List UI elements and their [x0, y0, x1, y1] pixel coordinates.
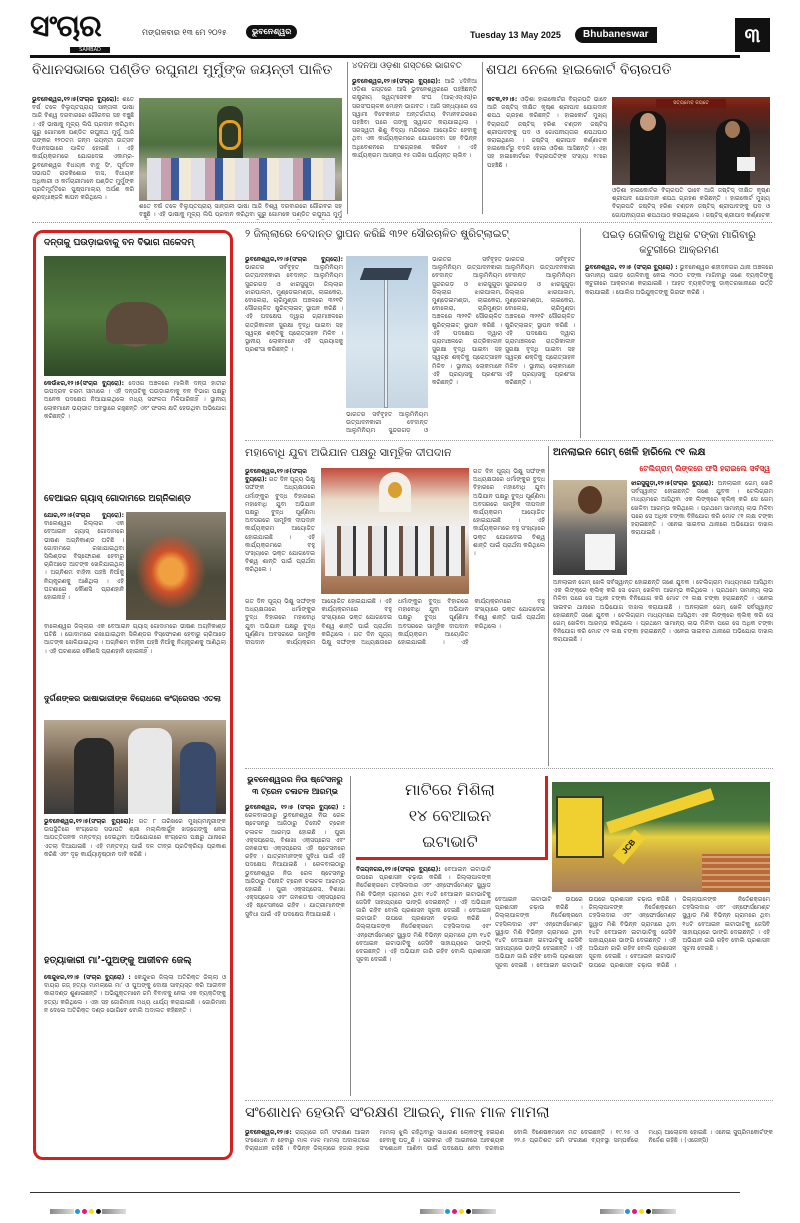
story-train-body: ଭୁବନେଶ୍ୱର, ୧୨।୫ (ସଂଚାର ବ୍ୟୁରୋ) : ରେଳବାଇଠାରୁ ଭୁବନେଶ୍ୱର ନିଉ ରେଳ ଷ୍ଟେସନରୁ ଆଜିଠାରୁ ତିନୋଟି ଟ୍ରେନ ଚଳାଚଳ ଆରମ୍ଭ ହୋଇଛି । ପୁରୀ ଏକ୍ସପ୍ରେସ, ବିଶାଖା ଏକ୍ସପ୍ରେସ ଏବଂ ଜନଶତାବ୍ଦୀ ଏକ୍ସପ୍ରେସ ଏହି ଷ୍ଟେସନରେ ରହିବ । ଯାତ୍ରୀମାନଙ୍କ ସୁବିଧା ପାଇଁ ଏହି ପଦକ୍ଷେପ ନିଆଯାଇଛି । ରେଳବାଇଠାରୁ ଭୁବନେଶ୍ୱର ନିଉ ରେଳ ଷ୍ଟେସନରୁ ଆଜିଠାରୁ ତିନୋଟି ଟ୍ରେନ ଚଳାଚଳ ଆରମ୍ଭ ହୋଇଛି । ପୁରୀ ଏକ୍ସପ୍ରେସ, ବିଶାଖା ଏକ୍ସପ୍ରେସ ଏବଂ ଜନଶତାବ୍ଦୀ ଏକ୍ସପ୍ରେସ ଏହି ଷ୍ଟେସନରେ ରହିବ । ଯାତ୍ରୀମାନଙ୍କ ସୁବିଧା ପାଇଁ ଏହି ପଦକ୍ଷେପ ନିଆଯାଇଛି ।: [245, 804, 345, 918]
headline-solar: ୨ ଜିଲ୍ଲାରେ ବେଦାନ୍ତ ସ୍ଥାପନ କରିଛି ୩୨୧ ସୌରଚାଳିତ ଷ୍ଟ୍ରିଟ୍‌ଲାଇଟ୍: [245, 228, 509, 240]
story-solar-col3: ଭାରତର ସର୍ବବୃହତ ଆଲୁମିନିୟମ ଉତ୍ପାଦନକାରୀ ବେଦାନ୍ତ ଆଲୁମିନିୟମ ସୁନ୍ଦରଗଡ଼ ଓ ଝାରସୁଗୁଡ଼ା ଜିଲ୍ଲାର ଝାରପାଲମ, ମୁଣ୍ଡେଇମଣ୍ଡା, ଲାଇକେରା, ବୋଲେରା, ଚାରିମୁଣ୍ଡା ଅଞ୍ଚଳରେ ୩୨୧ଟି ସୌରଚାଳିତ ଷ୍ଟ୍ରିଟ୍‌ଲାଇଟ୍ ସ୍ଥାପନ କରିଛି । ଏହି ପଦକ୍ଷେପ ଦ୍ୱାରା ଗ୍ରାମାଞ୍ଚଳରେ ରାତ୍ରିକାଳୀନ ସୁରକ୍ଷା ବୃଦ୍ଧି ପାଇବା ସହ ସ୍ୱଚ୍ଛ ଶକ୍ତିକୁ ପ୍ରୋତ୍ସାହନ ମିଳିବ । ସ୍ଥାନୀୟ ଲୋକମାନେ ଏହି ପ୍ରୟାସକୁ ପ୍ରଶଂସା କରିଛନ୍ତି ।: [432, 256, 502, 387]
magenta-dot: [452, 1209, 457, 1214]
story-gas-fire-cont: ବାଲେଶ୍ୱର ଜିଲ୍ଲାର ଏକ ବେଆଇନ ଗ୍ୟାସ୍ ଗୋଦାମରେ ଭୀଷଣ ଅଗ୍ନିକାଣ୍ଡ ଘଟିଛି । ଗୋଦାମରେ ରଖାଯାଇଥିବା ସିଲିଣ୍ଡର ବିସ୍ଫୋରଣ ହେବାରୁ ଚାରିଆଡ଼େ ଆତଙ୍କ ଖେଳିଯାଇଥିଲା । ଅଗ୍ନିଶମ ବାହିନୀ ପହଞ୍ଚି ନିଆଁକୁ ନିୟନ୍ତ୍ରଣକୁ ଆଣିଥିଲା । ଏହି ଘଟଣାରେ କୌଣସି ପ୍ରାଣହାନି ହୋଇନାହିଁ ।: [44, 623, 226, 655]
story-solar-col4: ଭାରତର ସର୍ବବୃହତ ଆଲୁମିନିୟମ ଉତ୍ପାଦନକାରୀ ବେଦାନ୍ତ ଆଲୁମିନିୟମ ସୁନ୍ଦରଗଡ଼ ଓ ଝାରସୁଗୁଡ଼ା ଜିଲ୍ଲାର ଝାରପାଲମ, ମୁଣ୍ଡେଇମଣ୍ଡା, ଲାଇକେରା, ବୋଲେରା, ଚାରିମୁଣ୍ଡା ଅଞ୍ଚଳରେ ୩୨୧ଟି ସୌରଚାଳିତ ଷ୍ଟ୍ରିଟ୍‌ଲାଇଟ୍ ସ୍ଥାପନ କରିଛି । ଏହି ପଦକ୍ଷେପ ଦ୍ୱାରା ଗ୍ରାମାଞ୍ଚଳରେ ରାତ୍ରିକାଳୀନ ସୁରକ୍ଷା ବୃଦ୍ଧି ପାଇବା ସହ ସ୍ୱଚ୍ଛ ଶକ୍ତିକୁ ପ୍ରୋତ୍ସାହନ ମିଳିବ । ସ୍ଥାନୀୟ ଲୋକମାନେ ଏହି ପ୍ରୟାସକୁ ପ୍ରଶଂସା କରିଛନ୍ତି ।: [505, 256, 575, 387]
dateline: ଭୁବନେଶ୍ୱର,୧୨।୫(ସଂଚାର ବ୍ୟୁରୋ):: [32, 96, 120, 103]
solar-panel-shape: [360, 268, 412, 280]
headline-hc-oath: ଶପଥ ନେଲେ ହାଇକୋର୍ଟ ବିଚାରପତି: [486, 62, 672, 78]
section-divider: [32, 222, 772, 223]
oath-paper: [737, 157, 755, 171]
jcb-logo: JCB: [613, 829, 646, 864]
photo-elephant: [44, 256, 226, 376]
section-divider: [245, 440, 773, 441]
story-online-game-body: ଝାରସୁଗୁଡ଼ା,୧୨।୫(ସଂଚାର ବ୍ୟୁରୋ): ଅନଲାଇନ ଗେମ୍ ଖେଳି ସର୍ବସ୍ୱାନ୍ତ ହୋଇଛନ୍ତି ଜଣେ ଯୁବକ । ଟେଲିଗ୍ରାମ ମାଧ୍ୟମରେ ଆସିଥିବା ଏକ ଲିଙ୍କ୍‌ରେ କ୍ଲିକ୍ କରି ସେ ଗେମ୍ ଖେଳିବା ଆରମ୍ଭ କରିଥିଲେ । ପ୍ରଥମେ ସାମାନ୍ୟ ଲାଭ ମିଳିବା ପରେ ସେ ଅଧିକ ଟଙ୍କା ବିନିଯୋଗ କରି ମୋଟ ୯୧ ଲକ୍ଷ ଟଙ୍କା ହରାଇଛନ୍ତି । ଏନେଇ ସାଇବର ଥାନାରେ ଅଭିଯୋଗ ଦାଖଲ କରାଯାଇଛି ।: [631, 480, 773, 537]
story-brickkiln-body: ବିଜୟନଗର,୧୨।୫(ସଂଚାର ବ୍ୟୁରୋ): ବେଆଇନ ଇଟାଭାଟି ଉପରେ ପ୍ରଶାସନ ଚଢ଼ାଉ କରିଛି । ଜିଲ୍ଲାପାଳଙ୍କ ନିର୍ଦ୍ଦେଶକ୍ରମେ ତହସିଲଦାର ଏବଂ ଏନ୍‌ଫୋର୍ସମେଣ୍ଟ ସ୍କ୍ୱାଡ ମିଶି ବିଭିନ୍ନ ଗ୍ରାମରେ ଥିବା ୧୪ଟି ବେଆଇନ ଇଟାଭାଟିକୁ ଜେସିବି ସାହାଯ୍ୟରେ ଭାଙ୍ଗି ଦେଇଛନ୍ତି । ଏହି ଅଭିଯାନ ଜାରି ରହିବ ବୋଲି ପ୍ରଶାସନ ସୂଚନା ଦେଇଛି । ବେଆଇନ ଇଟାଭାଟି ଉପରେ ପ୍ରଶାସନ ଚଢ଼ାଉ କରିଛି । ଜିଲ୍ଲାପାଳଙ୍କ ନିର୍ଦ୍ଦେଶକ୍ରମେ ତହସିଲଦାର ଏବଂ ଏନ୍‌ଫୋର୍ସମେଣ୍ଟ ସ୍କ୍ୱାଡ ମିଶି ବିଭିନ୍ନ ଗ୍ରାମରେ ଥିବା ୧୪ଟି ବେଆଇନ ଇଟାଭାଟିକୁ ଜେସିବି ସାହାଯ୍ୟରେ ଭାଙ୍ଗି ଦେଇଛନ୍ତି । ଏହି ଅଭିଯାନ ଜାରି ରହିବ ବୋଲି ପ୍ରଶାସନ ସୂଚନା ଦେଇଛି ।: [356, 866, 491, 964]
headline-murder: ହତ୍ୟାକାରୀ ମା’-ପୁଅଙ୍କୁ ଆଜୀବନ ଜେଲ୍: [44, 956, 192, 966]
date-odia: ମଙ୍ଗଳବାର ୧୩ ମେ ୨୦୨୫: [142, 28, 227, 37]
story-brickkiln-cont: ବେଆଇନ ଇଟାଭାଟି ଉପରେ ପ୍ରଶାସନ ଚଢ଼ାଉ କରିଛି । ଜିଲ୍ଲାପାଳଙ୍କ ନିର୍ଦ୍ଦେଶକ୍ରମେ ତହସିଲଦାର ଏବଂ ଏନ୍‌ଫୋର୍ସମେଣ୍ଟ ସ୍କ୍ୱାଡ ମିଶି ବିଭିନ୍ନ ଗ୍ରାମରେ ଥିବା ୧୪ଟି ବେଆଇନ ଇଟାଭାଟିକୁ ଜେସିବି ସାହାଯ୍ୟରେ ଭାଙ୍ଗି ଦେଇଛନ୍ତି । ଏହି ଅଭିଯାନ ଜାରି ରହିବ ବୋଲି ପ୍ରଶାସନ ସୂଚନା ଦେଇଛି । ବେଆଇନ ଇଟାଭାଟି ଉପରେ ପ୍ରଶାସନ ଚଢ଼ାଉ କରିଛି । ଜିଲ୍ଲାପାଳଙ୍କ ନିର୍ଦ୍ଦେଶକ୍ରମେ ତହସିଲଦାର ଏବଂ ଏନ୍‌ଫୋର୍ସମେଣ୍ଟ ସ୍କ୍ୱାଡ ମିଶି ବିଭିନ୍ନ ଗ୍ରାମରେ ଥିବା ୧୪ଟି ବେଆଇନ ଇଟାଭାଟିକୁ ଜେସିବି ସାହାଯ୍ୟରେ ଭାଙ୍ଗି ଦେଇଛନ୍ତି । ଏହି ଅଭିଯାନ ଜାରି ରହିବ ବୋଲି ପ୍ରଶାସନ ସୂଚନା ଦେଇଛି । ବେଆଇନ ଇଟାଭାଟି ଉପରେ ପ୍ରଶାସନ ଚଢ଼ାଉ କରିଛି । ଜିଲ୍ଲାପାଳଙ୍କ ନିର୍ଦ୍ଦେଶକ୍ରମେ ତହସିଲଦାର ଏବଂ ଏନ୍‌ଫୋର୍ସମେଣ୍ଟ ସ୍କ୍ୱାଡ ମିଶି ବିଭିନ୍ନ ଗ୍ରାମରେ ଥିବା ୧୪ଟି ବେଆଇନ ଇଟାଭାଟିକୁ ଜେସିବି ସାହାଯ୍ୟରେ ଭାଙ୍ଗି ଦେଇଛନ୍ତି । ଏହି ଅଭିଯାନ ଜାରି ରହିବ ବୋଲି ପ୍ରଶାସନ ସୂଚନା ଦେଇଛି ।: [495, 896, 770, 969]
photo-solar-streetlight: [346, 256, 428, 408]
story-text: ଶତେ ବର୍ଷ ତଳେ ବିଲୁପ୍ତପ୍ରାୟ ସାନ୍ତାଳୀ ଭାଷା ଆଜି ବିଶ୍ୱ ଦରବାରରେ ଗୌରବର ସହ ବଞ୍ଚୁଛି । ଏହି ଭାଷାକୁ ମୂଳ୍ୟ ଲିପି ପ୍ରଦାନ କରିଥିବା ଗୁରୁ ଗୋମକେ ପଣ୍ଡିତ ରଘୁନାଥ ମୁର୍ମୁ ଆଜି ତାଙ୍କର ୧୨୦ତମ ଜନ୍ମ ଜୟନ୍ତୀ ଉତ୍ସବ ବିଧାନସଭାରେ ପାଳିତ ହୋଇଛି । ଏହି କାର୍ଯ୍ୟକ୍ରମରେ ଯୋଗଦେଇ ଏକାମ୍ର-ଭୁବନେଶ୍ୱର ବିଧାୟକ ବାବୁ ସିଂ, ପୂର୍ବତନ ସଭାପତି ରାଜକିଶୋର ଦାସ, ବିଧାୟକ ଅଧିକାରୀ ଓ କର୍ମଚାରୀମାନେ ପଣ୍ଡିତ ମୁର୍ମୁଙ୍କ ପ୍ରତିମୂର୍ତ୍ତିରେ ପୁଷ୍ପମାଲ୍ୟ ଅର୍ପଣ କରି ଶ୍ରଦ୍ଧାଞ୍ଜଳି ଜ୍ଞାପନ କରିଥିଲେ ।: [32, 96, 134, 202]
edition-badge-odia: ଭୁବନେଶ୍ୱର: [246, 25, 297, 39]
color-registration-bar: [50, 1201, 126, 1207]
yellow-dot: [89, 1209, 94, 1214]
yellow-dot: [639, 1209, 644, 1214]
emblem-banner: ସତ୍ୟମେବ ଜୟତେ: [656, 99, 726, 108]
black-dot: [646, 1209, 651, 1214]
photo-jcb-demolition: [552, 782, 770, 892]
photo-temple-gathering: [321, 468, 469, 594]
story-gas-fire-body: ଯୋର,୧୨।୫(ସଂଚାର ବ୍ୟୁରୋ): ବାଲେଶ୍ୱର ଜିଲ୍ଲାର ଏକ ବେଆଇନ ଗ୍ୟାସ୍ ଗୋଦାମରେ ଭୀଷଣ ଅଗ୍ନିକାଣ୍ଡ ଘଟିଛି । ଗୋଦାମରେ ରଖାଯାଇଥିବା ସିଲିଣ୍ଡର ବିସ୍ଫୋରଣ ହେବାରୁ ଚାରିଆଡ଼େ ଆତଙ୍କ ଖେଳିଯାଇଥିଲା । ଅଗ୍ନିଶମ ବାହିନୀ ପହଞ୍ଚି ନିଆଁକୁ ନିୟନ୍ତ୍ରଣକୁ ଆଣିଥିଲା । ଏହି ଘଟଣାରେ କୌଣସି ପ୍ରାଣହାନି ହୋଇନାହିଁ ।: [44, 512, 124, 602]
headline-paddy: ପଇଡ଼ ତୋଳିବାକୁ ଅଧିକ ଟଙ୍କା ମାଗିବାରୁ କଟୁରୀରେ ଆକ୍ରମଣ: [602, 230, 756, 256]
yellow-dot: [459, 1209, 464, 1214]
color-registration-bar: [420, 1201, 496, 1207]
cyan-dot: [625, 1209, 630, 1214]
subheadline-online-game: ଟେଲିଗ୍ରାମ୍ ଲିଙ୍କରେ ଫସି ହରାଇଲେ ସର୍ବସ୍ୱ: [639, 465, 770, 473]
pole-shape: [384, 276, 388, 408]
story-raghunath-body: [32, 96, 134, 220]
story-congress-body: ଭୁବନେଶ୍ୱର,୧୨।୫(ସଂଚାର ବ୍ୟୁରୋ): ଗତ ୮ ତାରିଖରେ ମୁଖ୍ୟମନ୍ତ୍ରୀଙ୍କ ଉପସ୍ଥିତିରେ କଂଗ୍ରେସ ସଭାପତି ଶ୍ରୀ ମଲ୍ଲିକାର୍ଜୁନ ଖଡ୍ଗେଙ୍କୁ ନେଇ ଆପତ୍ତିଜନକ ମନ୍ତବ୍ୟ ଦେଇଥିବା ଅଭିଯୋଗରେ କଂଗ୍ରେସ ପକ୍ଷରୁ ଥାନାରେ ଏତଲା ଦିଆଯାଇଛି । ଏହି ମନ୍ତବ୍ୟ ପାଇଁ ଦଳ ତୀବ୍ର ପ୍ରତିକ୍ରିୟା ପ୍ରକାଶ କରିଛି ଏବଂ ଦୃଢ଼ କାର୍ଯ୍ୟାନୁଷ୍ଠାନ ଦାବି କରିଛି ।: [44, 818, 226, 858]
headline-mahabodhi: ମହାବୋଧି ଯୁବା ଅଭିଯାନ ପକ୍ଷରୁ ସାମୂହିକ ଦୀପଦାନ: [245, 447, 452, 459]
buddha-idol: [388, 482, 402, 498]
photo-statue-ceremony: [139, 98, 342, 201]
section-divider: [245, 768, 773, 769]
person-shape: [128, 728, 172, 814]
judge-face: [725, 121, 740, 138]
masthead: [30, 8, 770, 54]
column-rule: [347, 62, 348, 214]
cyan-dot: [445, 1209, 450, 1214]
photo-gas-fire: [126, 512, 226, 620]
black-dot: [96, 1209, 101, 1214]
column-rule: [482, 62, 483, 214]
judge-face: [640, 113, 656, 131]
document-held: [585, 534, 615, 570]
section-divider: [245, 1100, 773, 1101]
headline-elephant: ଦନ୍ତାକୁ ଘଉଡ଼ାଇବାକୁ ବନ ବିଭାଗ ନାକେଦମ୍: [44, 238, 195, 248]
story-paddy-body: ଭୁବନେଶ୍ୱର, ୧୨।୫ (ସଂଚାର ବ୍ୟୁରୋ) : ଭୁବନେଶ୍ୱର ଶହୀଦନଗର ଥାନା ଅଞ୍ଚଳରେ ସାମାନ୍ୟ ପଇଡ଼ ତୋଳିବାକୁ ନେଇ ୩୦୦ ଟଙ୍କା ମାଗିବାରୁ ଜଣେ ବ୍ୟକ୍ତିଙ୍କୁ କଟୁରୀରେ ଆକ୍ରମଣ କରାଯାଇଛି । ଆହତ ବ୍ୟକ୍ତିଙ୍କୁ ଡାକ୍ତରଖାନାରେ ଭର୍ତ୍ତି କରାଯାଇଛି । ପୋଲିସ ଅଭିଯୁକ୍ତଙ୍କୁ ଗିରଫ କରିଛି ।: [585, 264, 773, 296]
date-english: Tuesday 13 May 2025: [470, 30, 561, 40]
column-rule: [548, 446, 549, 766]
story-hc-oath-body: କଟକ,୧୨।୫: ଓଡ଼ିଶା ହାଇକୋର୍ଟର ବିଚାରପତି ଭାବେ ଆଜି ଜଷ୍ଟିସ୍ ଦୀକ୍ଷିତ କୃଷ୍ଣ ଶ୍ରୀପାଦ ଯୋଗଦାନ ଶପଥ ଗ୍ରହଣ କରିଛନ୍ତି । ହାଇକୋର୍ଟ ମୁଖ୍ୟ ବିଚାରପତି ଜଷ୍ଟିସ୍ ହରିଶ ଟଣ୍ଡନ ଜଷ୍ଟିସ୍ ଶ୍ରୀପାଦଙ୍କୁ ପଦ ଓ ଗୋପନୀୟତାର ଶପଥପାଠ କରାଇଥିଲେ । ଜଷ୍ଟିସ୍ ଶ୍ରୀପାଦ କର୍ଣ୍ଣାଟକ ହାଇକୋର୍ଟରୁ ବଦଳି ହୋଇ ଓଡ଼ିଶା ଆସିଛନ୍ତି । ଏହା ସହ ହାଇକୋର୍ଟରେ ବିଚାରପତିଙ୍କ ସଂଖ୍ୟା ୧୯ରେ ପହଞ୍ଚିଛି ।: [487, 96, 607, 169]
person-shape: [74, 738, 114, 814]
newspaper-logo: ସଂଚାର: [30, 9, 101, 44]
story-solar-caption: ଭାରତର ସର୍ବବୃହତ ଆଲୁମିନିୟମ ଉତ୍ପାଦନକାରୀ ବେଦାନ୍ତ ଆଲୁମିନିୟମ ସୁନ୍ଦରଗଡ଼ ଓ: [346, 411, 428, 435]
headline-congress: ଦୁର୍ଗଶଙ୍କର ଭାଷାଭାରୀଙ୍କ ବିରୋଧରେ କଂଗ୍ରେସର ଏତଲା: [44, 694, 221, 703]
black-dot: [466, 1209, 471, 1214]
headline-gas-fire: ବେଆଇନ ଗ୍ୟାସ୍ ଗୋଦାମରେ ଅଗ୍ନିକାଣ୍ଡ: [44, 494, 191, 504]
magenta-dot: [82, 1209, 87, 1214]
story-bhagabat-body: ଭୁବନେଶ୍ୱର,୧୨।୫(ସଂଚାର ବ୍ୟୁରୋ): ଆଜି ୪ଦିନିଆ ଓଡ଼ିଶା ଗସ୍ତରେ ଆସି ଭୁବନେଶ୍ୱରରେ ପହଞ୍ଚିଛନ୍ତି ରାଷ୍ଟ୍ରୀୟ ସ୍ୱୟଂସେବକ ସଂଘ (ଆର୍‌ଏସ୍‌ଏସ୍)ର ସରସଂଘଚାଳକ ମୋହନ ଭାଗବତ । ଆଜି ସନ୍ଧ୍ୟାରେ ସେ ସ୍ୱାମୀ ବିବେକାନନ୍ଦ ଅନ୍ତର୍ଜାତୀୟ ବିମାନବନ୍ଦରରେ ପହଞ୍ଚିବା ପରେ ତାଙ୍କୁ ସ୍ୱାଗତ କରାଯାଇଥିଲା । ସରସ୍ୱତୀ ଶିଶୁ ବିଦ୍ୟା ମନ୍ଦିରରେ ଆୟୋଜିତ ହେବାକୁ ଥିବା ଏକ କାର୍ଯ୍ୟକ୍ରମରେ ଯୋଗଦେବା ସହ ବିଭିନ୍ନ ଅଧିବେଶନରେ ଅଂଶଗ୍ରହଣ କରିବେ । ଏହି କାର୍ଯ୍ୟକ୍ରମ ଆସନ୍ତା ୧୫ ତାରିଖ ପର୍ଯ୍ୟନ୍ତ ଚାଲିବ ।: [352, 78, 477, 159]
story-amendment-body: ଭୁବନେଶ୍ୱର,୧୨।୫: ରାଜ୍ୟରେ ଜମି ସଂରକ୍ଷଣ ଆଇନ ସଂଶୋଧନ ନ ହେବାରୁ ମାଳ ମାଳ ମାମଲା ଅଦାଲତରେ ବିଚାରାଧୀନ ରହିଛି । ବିଭିନ୍ନ ଜିଲ୍ଲାରେ ହଜାର ହଜାର ମାମଲା ଝୁଲି ରହିଥିବାରୁ ସାଧାରଣ ଲୋକଙ୍କୁ ହଇରାଣ ହେବାକୁ ପଡ଼ୁଛି । ସରକାର ଏହି ଆଇନରେ ଆବଶ୍ୟକ ସଂଶୋଧନ ଆଣିବା ପାଇଁ ପଦକ୍ଷେପ ନେବା ଦରକାର ବୋଲି ବିଶେଷଜ୍ଞମାନେ ମତ ଦେଇଛନ୍ତି । ୧୯.୨୫ ଓ ୨୨.୫ ପ୍ରତିଶତ ଜମି ସଂରକ୍ଷଣ ବ୍ୟବସ୍ଥା ସମ୍ପର୍କରେ ମଧ୍ୟ ଆଲୋଚନା ହୋଇଛି । ଏନେଇ ସୁପ୍ରିମକୋର୍ଟଙ୍କ ନିର୍ଦ୍ଦେଶ ରହିଛି । (ଏଜେନ୍ସି): [245, 1129, 773, 1153]
column-rule: [580, 228, 581, 438]
face-shape: [578, 486, 602, 514]
logo-subtitle: SAMBAD: [70, 47, 110, 53]
story-elephant-body: କେଉଁଝର,୧୨।୫(ସଂଚାର ବ୍ୟୁରୋ): ଦେଓଗ ଅଞ୍ଚଳରେ ମାଲିକି ଦନ୍ତା ହାତୀର ଉପଦ୍ରବ ଚରମ ସୀମାରେ । ଏହି ଦନ୍ତାଟିକୁ ଘଉଡ଼ାଇବାକୁ ବନ ବିଭାଗ ପକ୍ଷରୁ ଅନେକ ପଦକ୍ଷେପ ନିଆଯାଇଥିଲେ ମଧ୍ୟ ସଫଳତା ମିଳିପାରିନାହିଁ । ସ୍ଥାନୀୟ ଲୋକମାନେ ଭୟଭୀତ ଅବସ୍ଥାରେ ରହୁଛନ୍ତି ଏବଂ ଫସଲ କ୍ଷତି ହେଉଥିବା ଅଭିଯୋଗ କରିଛନ୍ତି ।: [44, 380, 226, 420]
story-online-game-cont: ଅନଲାଇନ ଗେମ୍ ଖେଳି ସର୍ବସ୍ୱାନ୍ତ ହୋଇଛନ୍ତି ଜଣେ ଯୁବକ । ଟେଲିଗ୍ରାମ ମାଧ୍ୟମରେ ଆସିଥିବା ଏକ ଲିଙ୍କ୍‌ରେ କ୍ଲିକ୍ କରି ସେ ଗେମ୍ ଖେଳିବା ଆରମ୍ଭ କରିଥିଲେ । ପ୍ରଥମେ ସାମାନ୍ୟ ଲାଭ ମିଳିବା ପରେ ସେ ଅଧିକ ଟଙ୍କା ବିନିଯୋଗ କରି ମୋଟ ୯୧ ଲକ୍ଷ ଟଙ୍କା ହରାଇଛନ୍ତି । ଏନେଇ ସାଇବର ଥାନାରେ ଅଭିଯୋଗ ଦାଖଲ କରାଯାଇଛି । ଅନଲାଇନ ଗେମ୍ ଖେଳି ସର୍ବସ୍ୱାନ୍ତ ହୋଇଛନ୍ତି ଜଣେ ଯୁବକ । ଟେଲିଗ୍ରାମ ମାଧ୍ୟମରେ ଆସିଥିବା ଏକ ଲିଙ୍କ୍‌ରେ କ୍ଲିକ୍ କରି ସେ ଗେମ୍ ଖେଳିବା ଆରମ୍ଭ କରିଥିଲେ । ପ୍ରଥମେ ସାମାନ୍ୟ ଲାଭ ମିଳିବା ପରେ ସେ ଅଧିକ ଟଙ୍କା ବିନିଯୋଗ କରି ମୋଟ ୯୧ ଲକ୍ଷ ଟଙ୍କା ହରାଇଛନ୍ତି । ଏନେଇ ସାଇବର ଥାନାରେ ଅଭିଯୋଗ ଦାଖଲ କରାଯାଇଛି ।: [553, 579, 773, 644]
headline-brickkiln-line2: ୧୪ ବେଆଇନ: [408, 806, 492, 825]
cyan-dot: [75, 1209, 80, 1214]
story-mahabodhi-body: ଭୁବନେଶ୍ୱର,୧୨।୫(ସଂଚାର ବ୍ୟୁରୋ): ଗତ ଦିନ ପୂଜ୍ୟ ଭିକ୍ଷୁ ସଙ୍ଘଙ୍କ ଅଧ୍ୟକ୍ଷତାରେ ଧର୍ମାଙ୍କୁର ବୁଦ୍ଧ ବିହାରରେ ମହାବୋଧି ଯୁବା ଅଭିଯାନ ପକ୍ଷରୁ ବୁଦ୍ଧ ପୂର୍ଣ୍ଣିମା ଅବସରରେ ସାମୂହିକ ଦୀପଦାନ କାର୍ଯ୍ୟକ୍ରମ ଆୟୋଜିତ ହୋଇଯାଇଛି । ଏହି କାର୍ଯ୍ୟକ୍ରମରେ ବହୁ ସଂଖ୍ୟାରେ ଭକ୍ତ ଯୋଗଦେଇ ବିଶ୍ୱ ଶାନ୍ତି ପାଇଁ ପ୍ରାର୍ଥନା କରିଥିଲେ ।: [245, 468, 315, 574]
masthead-rule: [30, 55, 740, 58]
column-rule: [350, 776, 351, 1096]
story-raghunath-cont: ଶତେ ବର୍ଷ ତଳେ ବିଲୁପ୍ତପ୍ରାୟ ସାନ୍ତାଳୀ ଭାଷା ଆଜି ବିଶ୍ୱ ଦରବାରରେ ଗୌରବର ସହ ବଞ୍ଚୁଛି । ଏହି ଭାଷାକୁ ମୂଳ୍ୟ ଲିପି ପ୍ରଦାନ କରିଥିବା ଗୁରୁ ଗୋମକେ ପଣ୍ଡିତ ରଘୁନାଥ ମୁର୍ମୁ: [139, 203, 342, 219]
garland-shape: [219, 120, 241, 150]
story-mahabodhi-cont: ଗତ ଦିନ ପୂଜ୍ୟ ଭିକ୍ଷୁ ସଙ୍ଘଙ୍କ ଅଧ୍ୟକ୍ଷତାରେ ଧର୍ମାଙ୍କୁର ବୁଦ୍ଧ ବିହାରରେ ମହାବୋଧି ଯୁବା ଅଭିଯାନ ପକ୍ଷରୁ ବୁଦ୍ଧ ପୂର୍ଣ୍ଣିମା ଅବସରରେ ସାମୂହିକ ଦୀପଦାନ କାର୍ଯ୍ୟକ୍ରମ ଆୟୋଜିତ ହୋଇଯାଇଛି । ଏହି କାର୍ଯ୍ୟକ୍ରମରେ ବହୁ ସଂଖ୍ୟାରେ ଭକ୍ତ ଯୋଗଦେଇ ବିଶ୍ୱ ଶାନ୍ତି ପାଇଁ ପ୍ରାର୍ଥନା କରିଥିଲେ । ଗତ ଦିନ ପୂଜ୍ୟ ଭିକ୍ଷୁ ସଙ୍ଘଙ୍କ ଅଧ୍ୟକ୍ଷତାରେ ଧର୍ମାଙ୍କୁର ବୁଦ୍ଧ ବିହାରରେ ମହାବୋଧି ଯୁବା ଅଭିଯାନ ପକ୍ଷରୁ ବୁଦ୍ଧ ପୂର୍ଣ୍ଣିମା ଅବସରରେ ସାମୂହିକ ଦୀପଦାନ କାର୍ଯ୍ୟକ୍ରମ ଆୟୋଜିତ ହୋଇଯାଇଛି । ଏହି କାର୍ଯ୍ୟକ୍ରମରେ ବହୁ ସଂଖ୍ୟାରେ ଭକ୍ତ ଯୋଗଦେଇ ବିଶ୍ୱ ଶାନ୍ତି ପାଇଁ ପ୍ରାର୍ଥନା କରିଥିଲେ ।: [245, 598, 545, 647]
person-shape: [180, 742, 216, 814]
story-hc-oath-cont: ଓଡ଼ିଶା ହାଇକୋର୍ଟର ବିଚାରପତି ଭାବେ ଆଜି ଜଷ୍ଟିସ୍ ଦୀକ୍ଷିତ କୃଷ୍ଣ ଶ୍ରୀପାଦ ଯୋଗଦାନ ଶପଥ ଗ୍ରହଣ କରିଛନ୍ତି । ହାଇକୋର୍ଟ ମୁଖ୍ୟ ବିଚାରପତି ଜଷ୍ଟିସ୍ ହରିଶ ଟଣ୍ଡନ ଜଷ୍ଟିସ୍ ଶ୍ରୀପାଦଙ୍କୁ ପଦ ଓ ଗୋପନୀୟତାର ଶପଥପାଠ କରାଇଥିଲେ । ଜଷ୍ଟିସ୍ ଶ୍ରୀପାଦ କର୍ଣ୍ଣାଟକ: [612, 187, 770, 219]
brick-pile: [702, 854, 770, 892]
photo-oath-ceremony: [612, 97, 770, 185]
elephant-shape: [106, 302, 168, 344]
jcb-cab: [556, 796, 604, 858]
color-registration-bar: [600, 1201, 676, 1207]
headline-amendment: ସଂଶୋଧନ ହେଉନି ସଂରକ୍ଷଣ ଆଇନ୍, ମାଳ ମାଳ ମାମଲା: [245, 1104, 550, 1121]
seated-people: [325, 526, 465, 576]
people-group: [147, 158, 335, 200]
agency-credit: (ଏଜେନ୍ସି): [684, 1137, 709, 1145]
photo-congress-delegation: [44, 720, 226, 814]
footer-rule: [30, 1192, 740, 1193]
story-mahabodhi-col3: ଗତ ଦିନ ପୂଜ୍ୟ ଭିକ୍ଷୁ ସଙ୍ଘଙ୍କ ଅଧ୍ୟକ୍ଷତାରେ ଧର୍ମାଙ୍କୁର ବୁଦ୍ଧ ବିହାରରେ ମହାବୋଧି ଯୁବା ଅଭିଯାନ ପକ୍ଷରୁ ବୁଦ୍ଧ ପୂର୍ଣ୍ଣିମା ଅବସରରେ ସାମୂହିକ ଦୀପଦାନ କାର୍ଯ୍ୟକ୍ରମ ଆୟୋଜିତ ହୋଇଯାଇଛି । ଏହି କାର୍ଯ୍ୟକ୍ରମରେ ବହୁ ସଂଖ୍ୟାରେ ଭକ୍ତ ଯୋଗଦେଇ ବିଶ୍ୱ ଶାନ୍ତି ପାଇଁ ପ୍ରାର୍ଥନା କରିଥିଲେ ।: [473, 468, 545, 558]
magenta-dot: [632, 1209, 637, 1214]
headline-raghunath: ବିଧାନସଭାରେ ପଣ୍ଡିତ ରଘୁନାଥ ମୁର୍ମୁଙ୍କ ଜୟନ୍ତୀ ପାଳିତ: [32, 62, 333, 78]
story-murder-body: କେନ୍ଦୁଝର,୧୨।୫ (ସଂଚାର ବ୍ୟୁରୋ) : କେନ୍ଦୁଝର ଜିଲ୍ଲା ଅତିରିକ୍ତ ଜିଲ୍ଲା ଓ ଦାୟରା ଜଜ୍ ହତ୍ୟା ମାମଲାରେ ମା’ ଓ ପୁଅଙ୍କୁ ଦୋଷୀ ସାବ୍ୟସ୍ତ କରି ଆଜୀବନ କାରାଦଣ୍ଡ ଶୁଣାଇଛନ୍ତି । ଅଭିଯୁକ୍ତମାନେ ଜମି ବିବାଦକୁ ନେଇ ଏକ ବ୍ୟକ୍ତିଙ୍କୁ ହତ୍ୟା କରିଥିଲେ । ଏହା ସହ ଜୋରିମାନା ମଧ୍ୟ ଧାର୍ଯ୍ୟ କରାଯାଇଛି । ଜୋରିମାନା ନ ଦେଲେ ଅତିରିକ୍ତ ଦଣ୍ଡ ଭୋଗିବେ ବୋଲି ଅଦାଲତ କହିଛନ୍ତି ।: [44, 974, 226, 1014]
photo-victim: [553, 480, 627, 575]
headline-brickkiln-line3: ଇଟାଭାଟି: [422, 832, 478, 851]
headline-online-game: ଅନଲାଇନ ଗେମ୍ ଖେଳି ହାରିଲେ ୯୧ ଲକ୍ଷ: [553, 447, 706, 458]
headline-train: ଭୁବନେଶ୍ୱରର ନିଉ ଷ୍ଟେସନରୁ ୩ ଟ୍ରେନ ଚଳାଚଳ ଆରମ୍ଭ: [247, 775, 343, 796]
headline-brickkiln-line1: ମାଟିରେ ମିଶିଲା: [404, 780, 495, 799]
edition-badge-english: Bhubaneswar: [575, 27, 657, 43]
headline-bhagabat: ୪ଦିନିଆ ଓଡ଼ିଶା ଗସ୍ତରେ ଭାଗବତ: [352, 62, 462, 71]
story-solar-body: ଭୁବନେଶ୍ୱର,୧୨।୫(ସଂଚାର ବ୍ୟୁରୋ): ଭାରତର ସର୍ବବୃହତ ଆଲୁମିନିୟମ ଉତ୍ପାଦନକାରୀ ବେଦାନ୍ତ ଆଲୁମିନିୟମ ସୁନ୍ଦରଗଡ଼ ଓ ଝାରସୁଗୁଡ଼ା ଜିଲ୍ଲାର ଝାରପାଲମ, ମୁଣ୍ଡେଇମଣ୍ଡା, ଲାଇକେରା, ବୋଲେରା, ଚାରିମୁଣ୍ଡା ଅଞ୍ଚଳରେ ୩୨୧ଟି ସୌରଚାଳିତ ଷ୍ଟ୍ରିଟ୍‌ଲାଇଟ୍ ସ୍ଥାପନ କରିଛି । ଏହି ପଦକ୍ଷେପ ଦ୍ୱାରା ଗ୍ରାମାଞ୍ଚଳରେ ରାତ୍ରିକାଳୀନ ସୁରକ୍ଷା ବୃଦ୍ଧି ପାଇବା ସହ ସ୍ୱଚ୍ଛ ଶକ୍ତିକୁ ପ୍ରୋତ୍ସାହନ ମିଳିବ । ସ୍ଥାନୀୟ ଲୋକମାନେ ଏହି ପ୍ରୟାସକୁ ପ୍ରଶଂସା କରିଛନ୍ତି ।: [245, 256, 343, 354]
page-number: ୩: [735, 18, 770, 52]
jcb-arm: [606, 788, 714, 833]
